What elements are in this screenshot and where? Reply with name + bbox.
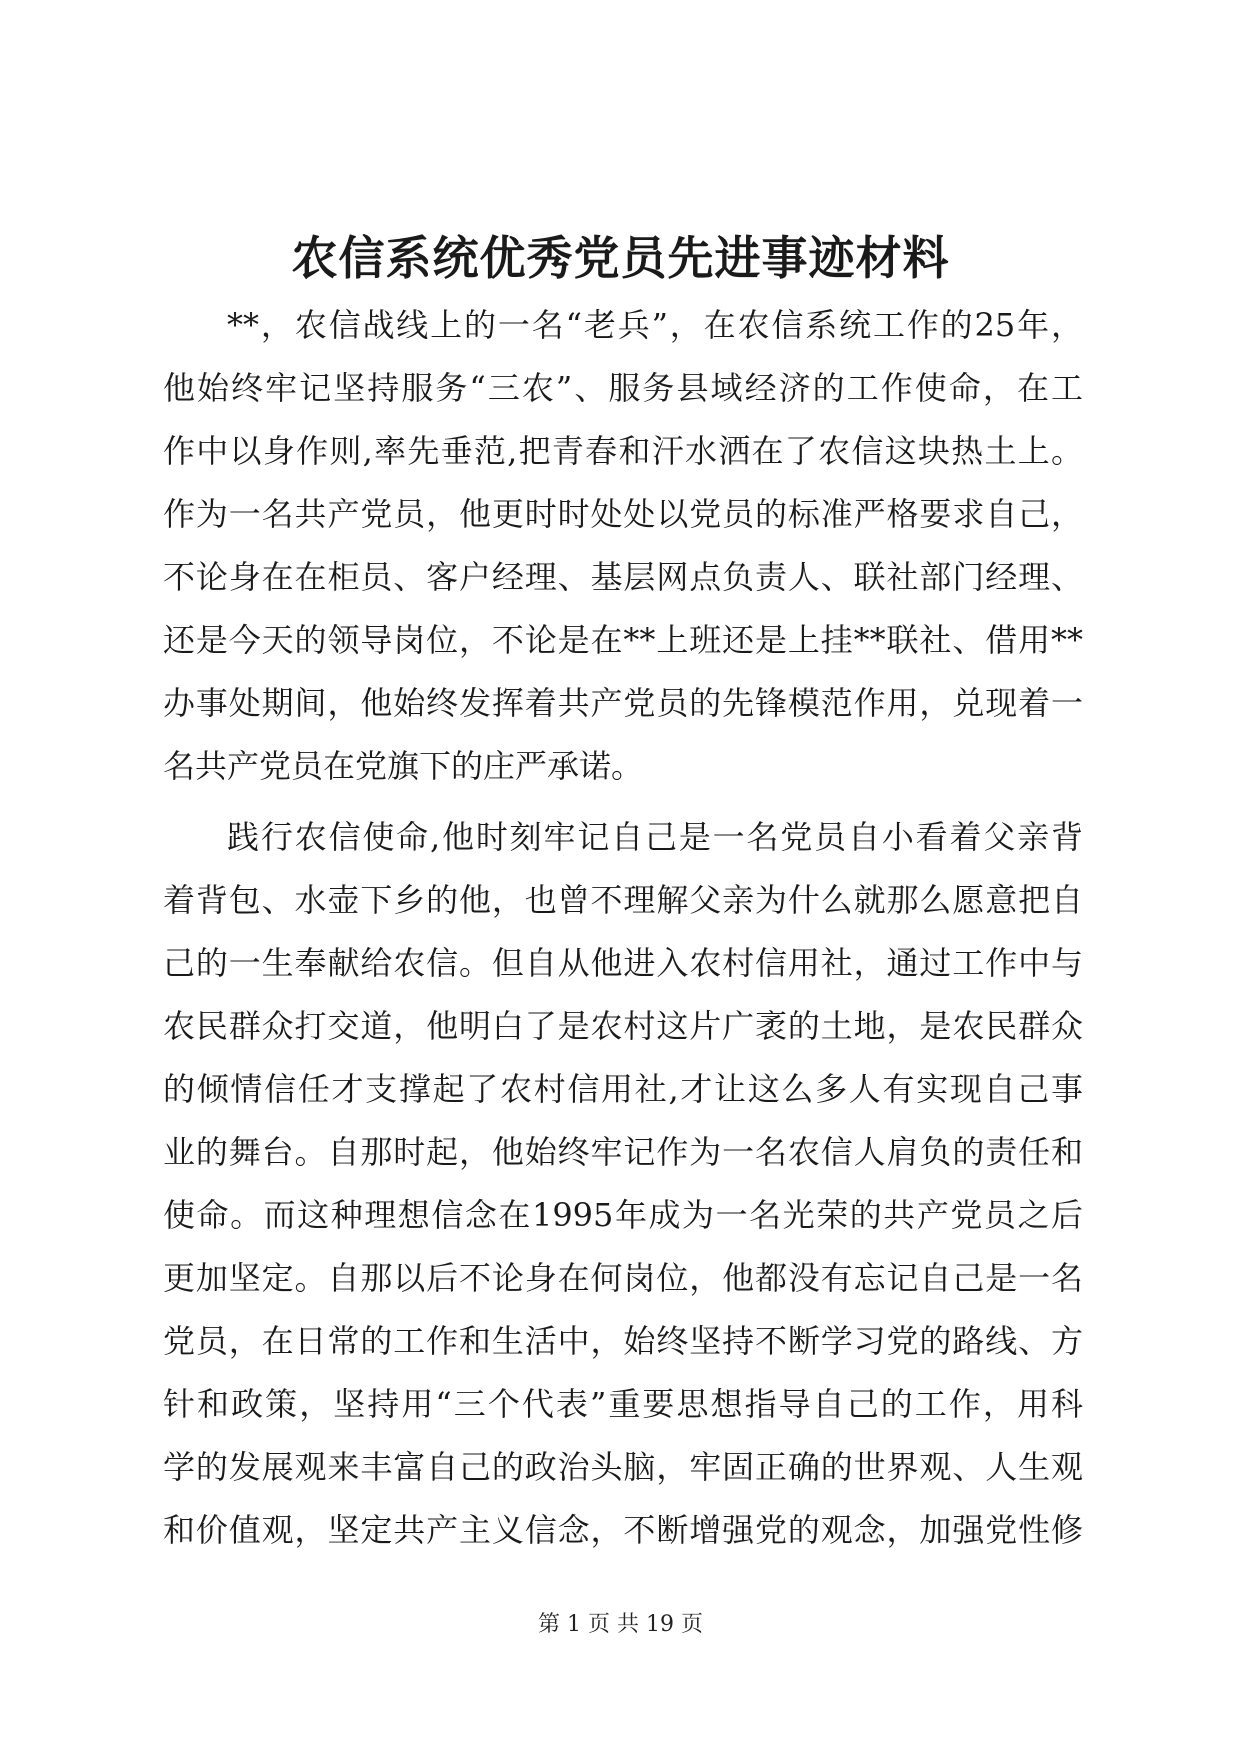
page-footer: 第 1 页 共 19 页	[538, 1612, 703, 1637]
paragraph-2	[163, 806, 1083, 1562]
paragraph-line: 针和政策，坚持用“三个代表”重要思想指导自己的工作，用科	[163, 1385, 1083, 1423]
document-body	[163, 294, 1083, 1570]
paragraph-line: 和价值观，坚定共产主义信念，不断增强党的观念，加强党性修	[163, 1511, 1083, 1549]
paragraph-line: 己的一生奉献给农信。但自从他进入农村信用社，通过工作中与	[163, 944, 1083, 982]
document-title: 农信系统优秀党员先进事迹材料	[291, 231, 950, 285]
paragraph-line: 名共产党员在党旗下的庄严承诺。	[163, 747, 644, 785]
paragraph-line: 的倾情信任才支撑起了农村信用社,才让这么多人有实现自己事	[163, 1070, 1083, 1108]
paragraph-line: 使命。而这种理想信念在1995年成为一名光荣的共产党员之后	[163, 1196, 1083, 1234]
paragraph-line: 不论身在在柜员、客户经理、基层网点负责人、联社部门经理、	[163, 558, 1083, 596]
paragraph-line: 办事处期间，他始终发挥着共产党员的先锋模范作用，兑现着一	[163, 684, 1083, 722]
paragraph-1	[163, 294, 1083, 798]
paragraph-line: 践行农信使命,他时刻牢记自己是一名党员自小看着父亲背	[227, 818, 1083, 856]
paragraph-line: 农民群众打交道，他明白了是农村这片广袤的土地，是农民群众	[163, 1007, 1083, 1045]
paragraph-line: 还是今天的领导岗位，不论是在**上班还是上挂**联社、借用**	[163, 621, 1083, 659]
paragraph-line: 学的发展观来丰富自己的政治头脑，牢固正确的世界观、人生观	[163, 1448, 1083, 1486]
paragraph-line: 作为一名共产党员，他更时时处处以党员的标准严格要求自己，	[163, 495, 1083, 533]
paragraph-line: 党员，在日常的工作和生活中，始终坚持不断学习党的路线、方	[163, 1322, 1083, 1360]
paragraph-line: 作中以身作则,率先垂范,把青春和汗水洒在了农信这块热土上。	[163, 432, 1083, 470]
paragraph-line: 业的舞台。自那时起，他始终牢记作为一名农信人肩负的责任和	[163, 1133, 1083, 1171]
paragraph-line: 更加坚定。自那以后不论身在何岗位，他都没有忘记自己是一名	[163, 1259, 1083, 1297]
paragraph-line: 他始终牢记坚持服务“三农”、服务县域经济的工作使命，在工	[163, 369, 1083, 407]
paragraph-line: **，农信战线上的一名“老兵”，在农信系统工作的25年，	[227, 306, 1083, 344]
paragraph-line: 着背包、水壶下乡的他，也曾不理解父亲为什么就那么愿意把自	[163, 881, 1083, 919]
